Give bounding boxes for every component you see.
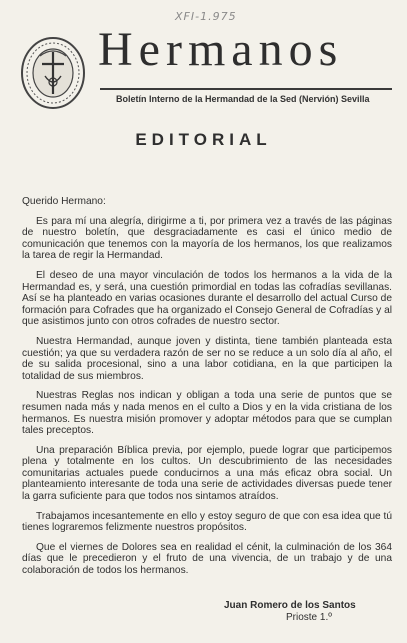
paragraph: El deseo de una mayor vinculación de todos los hermanos a la vida de la Hermandad es, y será, una cuestión primordial en todas las cofradías sevillanas. Así se ha planteado en varias ocasiones durante el desarrollo del actual Curso de formación para Cofrades que ha organizado el Consejo General de Cofradías y al que asistimos junto con otros cofrades de nuestro sector.	[22, 269, 392, 328]
section-title: EDITORIAL	[135, 130, 272, 149]
paragraph: Una preparación Bíblica previa, por ejemplo, puede lograr que participemos plena y totalmente en los cultos. Un descubrimiento de las necesidades comunitarias actuales puede conducirnos a una más eficaz obra social. Un planteamiento interesante de toda una serie de actividades diversas puede tener la garra suficiente para que todos nos sintamos atraídos.	[22, 444, 392, 503]
paragraph: Nuestra Hermandad, aunque joven y distinta, tiene también planteada esta cuestión; ya que su verdadera razón de ser no se reduce a un solo día al año, el de su salida procesional, sino a una labor cotidiana, en la que participen la totalidad de sus miembros.	[22, 335, 392, 382]
signature-name: Juan Romero de los Santos	[224, 600, 356, 611]
paragraph: Es para mí una alegría, dirigirme a ti, por primera vez a través de las páginas de nuestro boletín, que desgraciadamente es casi el único medio de comunicación que tenemos con la mayoría de los hermanos, los que realizamos la tarea de regir la Hermandad.	[22, 215, 392, 262]
hermandad-seal-icon	[20, 36, 86, 110]
paragraph: Que el viernes de Dolores sea en realidad el cénit, la culminación de los 364 días que le precedieron y el fruto de una vivencia, de un trabajo y de una colaboración de todos los hermanos.	[22, 541, 392, 577]
paragraph: Trabajamos incesantemente en ello y estoy seguro de que con esa idea que tú tienes lograremos felizmente nuestros propósitos.	[22, 510, 392, 534]
article-body	[22, 196, 392, 585]
masthead-title: Hermanos	[98, 23, 344, 76]
masthead-divider	[100, 88, 392, 90]
masthead-subtitle: Boletín Interno de la Hermandad de la Sed (Nervión) Sevilla	[116, 94, 370, 104]
handwritten-annotation: XFI-1.975	[175, 10, 237, 23]
paragraph: Nuestras Reglas nos indican y obligan a toda una serie de puntos que se resumen nada más y nada menos en el culto a Dios y en la vida cristiana de los hermanos. Es nuestra misión promover y adoptar métodos para que se cumplan tales preceptos.	[22, 390, 392, 437]
signature-role: Prioste 1.º	[286, 612, 332, 623]
greeting: Querido Hermano:	[22, 196, 106, 207]
